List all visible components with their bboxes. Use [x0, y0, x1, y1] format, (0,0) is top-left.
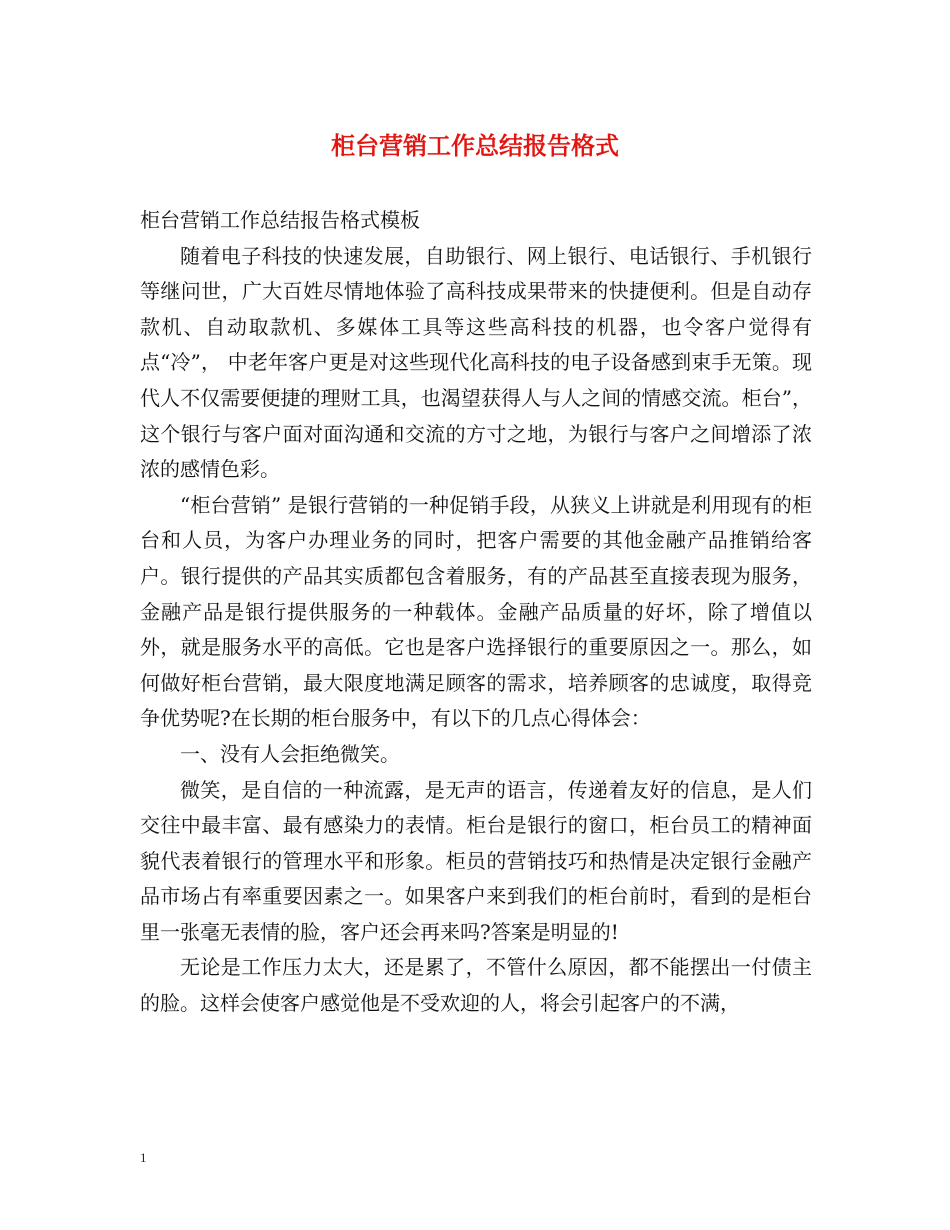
- section-heading-smile: 一、没有人会拒绝微笑。: [180, 741, 400, 766]
- paragraph-smile: 微笑，是自信的一种流露，是无声的语言，传递着友好的信息，是人们交往中最丰富、最有感染力的表情。柜台是银行的窗口，柜台员工的精神面貌代表着银行的管理水平和形象。柜员的营销技巧和热情是决定银行金融产品市场占有率重要因素之一。如果客户来到我们的柜台前时，看到的是柜台里一张毫无表情的脸，客户还会再来吗?答案是明显的!: [140, 777, 812, 944]
- document-body: [140, 203, 812, 1022]
- document-title: 柜台营销工作总结报告格式: [331, 131, 619, 160]
- document-subtitle: 柜台营销工作总结报告格式模板: [140, 208, 420, 232]
- paragraph-attitude: 无论是工作压力太大，还是累了，不管什么原因，都不能摆出一付债主的脸。这样会使客户感觉他是不受欢迎的人，将会引起客户的不满，: [140, 955, 812, 1016]
- paragraph-definition: “柜台营销” 是银行营销的一种促销手段，从狭义上讲就是利用现有的柜台和人员，为客户办理业务的同时，把客户需要的其他金融产品推销给客户。银行提供的产品其实质都包含着服务，有的产品甚至直接表现为服务，金融产品是银行提供服务的一种载体。金融产品质量的好坏，除了增值以外，就是服务水平的高低。它也是客户选择银行的重要原因之一。那么，如何做好柜台营销，最大限度地满足顾客的需求，培养顾客的忠诚度，取得竞争优势呢?在长期的柜台服务中，有以下的几点心得体会：: [140, 492, 812, 731]
- page-number: 1: [140, 1150, 147, 1165]
- paragraph-intro: 随着电子科技的快速发展，自助银行、网上银行、电话银行、手机银行等继问世，广大百姓尽情地体验了高科技成果带来的快捷便利。但是自动存款机、自动取款机、多媒体工具等这些高科技的机器，也令客户觉得有点“冷”， 中老年客户更是对这些现代化高科技的电子设备感到束手无策。现代人不仅需要便捷的理财工具，也渴望获得人与人之间的情感交流。柜台”，这个银行与客户面对面沟通和交流的方寸之地，为银行与客户之间增添了浓浓的感情色彩。: [140, 243, 812, 482]
